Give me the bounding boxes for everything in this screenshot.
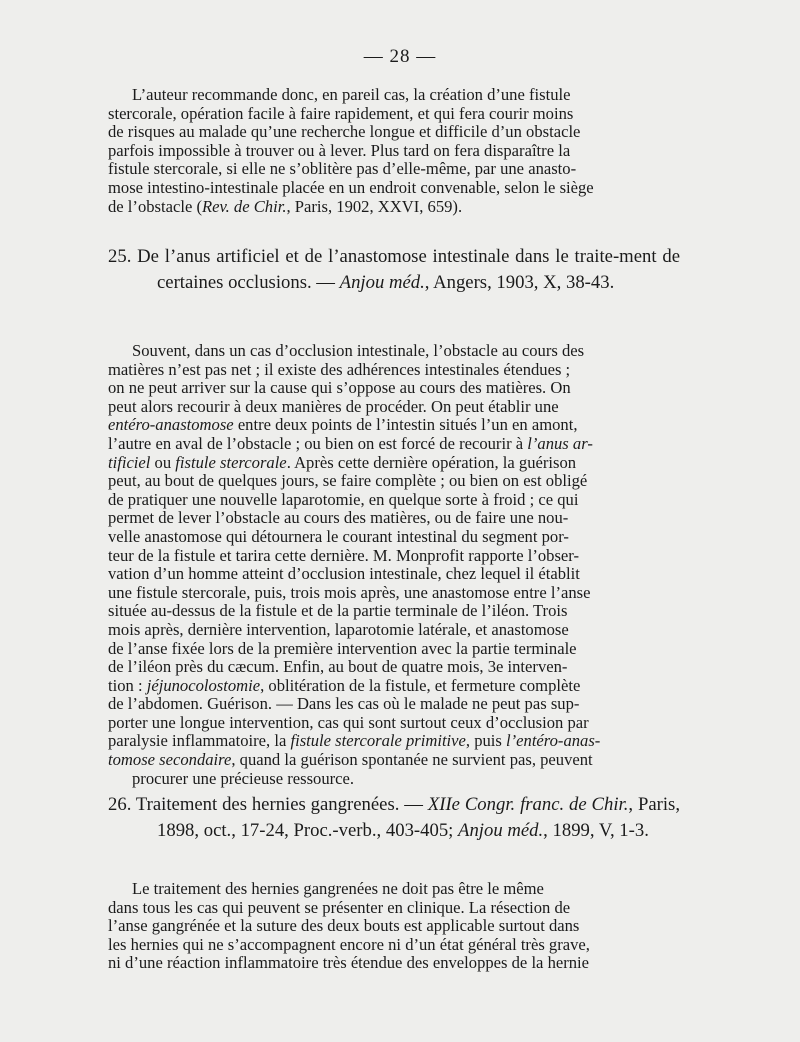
text-line: parfois impossible à trouver ou à lever. Plus tard on fera disparaître la bbox=[108, 140, 571, 160]
text-line: ni d’une réaction inflammatoire très étendue des enveloppes de la hernie bbox=[108, 953, 590, 973]
text-run: ou bbox=[150, 452, 176, 472]
journal-citation: Anjou méd. bbox=[339, 271, 425, 293]
text-run: paralysie inflammatoire, la bbox=[108, 731, 291, 751]
text-line: de l’anse fixée lors de la première intervention avec la partie terminale bbox=[108, 638, 577, 658]
text-line: L’auteur recommande donc, en pareil cas, la création d’une fistule bbox=[132, 85, 571, 104]
text-line: une fistule stercorale, puis, trois mois après, une anastomose entre l’anse bbox=[108, 582, 591, 602]
italic-term: l’entéro-anas- bbox=[506, 731, 601, 751]
text-line: permet de lever l’obstacle au cours des matières, ou de faire une nou- bbox=[108, 508, 569, 528]
text-line: teur de la fistule et tarira cette dernière. M. Monprofit rapporte l’obser- bbox=[108, 545, 580, 565]
text-line: peut, au bout de quelques jours, se faire complète ; ou bien on est obligé bbox=[108, 471, 588, 491]
text-line: de pratiquer une nouvelle laparotomie, en quelque sorte à froid ; ce qui bbox=[108, 489, 579, 509]
entry-title bbox=[108, 244, 680, 295]
italic-term: l’anus ar- bbox=[527, 433, 593, 453]
text-line: mose intestino-intestinale placée en un endroit convenable, selon le siège bbox=[108, 177, 594, 197]
text-line bbox=[108, 677, 680, 696]
entry-25-heading bbox=[108, 244, 680, 295]
journal-citation: Rev. de Chir. bbox=[202, 196, 287, 216]
text-line: Le traitement des hernies gangrenées ne doit pas être le même bbox=[132, 879, 544, 898]
text-line bbox=[108, 198, 680, 217]
italic-term: tomose secondaire bbox=[108, 750, 232, 770]
text-run: . Après cette dernière opération, la guérison bbox=[286, 452, 577, 472]
text-line: Souvent, dans un cas d’occlusion intestinale, l’obstacle au cours des bbox=[132, 341, 585, 360]
page-number: — 28 — bbox=[363, 46, 437, 67]
entry-25-body bbox=[108, 342, 680, 788]
text-line: fistule stercorale, si elle ne s’oblitère pas d’elle-même, par une anasto- bbox=[108, 159, 577, 179]
text-run: , puis bbox=[465, 731, 507, 751]
text-line: stercorale, opération facile à faire rapidement, et qui fera courir moins bbox=[108, 103, 574, 123]
text-line: de risques au malade qu’une recherche longue et difficile d’un obstacle bbox=[108, 122, 581, 142]
italic-term: fistule stercorale primitive bbox=[290, 731, 466, 751]
text-line: vation d’un homme atteint d’occlusion intestinale, chez lequel il établit bbox=[108, 564, 580, 584]
text-line: velle anastomose qui détournera le courant intestinal du segment por- bbox=[108, 526, 569, 546]
text-run: , Angers, 1903, X, 38-43. bbox=[424, 271, 615, 293]
text-run: , Paris, 1902, XXVI, 659). bbox=[286, 196, 463, 216]
entry-26-heading bbox=[108, 792, 680, 843]
journal-citation: XIIe Congr. franc. de Chir. bbox=[427, 794, 629, 815]
text-line: mois après, dernière intervention, laparotomie latérale, et anastomose bbox=[108, 619, 569, 639]
text-run: , quand la guérison spontanée ne survient pas, peuvent bbox=[231, 750, 593, 770]
text-line: l’anse gangrénée et la suture des deux bouts est applicable surtout dans bbox=[108, 916, 580, 936]
text-line: de l’iléon près du cæcum. Enfin, au bout de quatre mois, 3e interven- bbox=[108, 657, 568, 677]
text-line: peut alors recourir à deux manières de procéder. On peut établir une bbox=[108, 396, 559, 416]
text-run: , 1899, V, 1-3. bbox=[543, 819, 649, 841]
text-line bbox=[108, 454, 680, 473]
italic-term: jéjunocolostomie bbox=[146, 675, 261, 695]
text-line: située au-dessus de la fistule et de la partie terminale de l’iléon. Trois bbox=[108, 601, 568, 621]
text-run: , oblitération de la fistule, et fermeture complète bbox=[260, 675, 581, 695]
text-run: de l’obstacle ( bbox=[108, 196, 202, 216]
text-line: on ne peut arriver sur la cause qui s’oppose au cours des matières. On bbox=[108, 378, 571, 398]
text-run: , Paris, 1898, oct., 17-24, Proc.-verb., 403-405; bbox=[157, 794, 681, 841]
text-run: entre deux points de l’intestin situés l’un en amont, bbox=[233, 415, 578, 435]
text-line: de l’abdomen. Guérison. — Dans les cas où le malade ne peut pas sup- bbox=[108, 694, 580, 714]
text-line bbox=[108, 751, 680, 770]
intro-paragraph bbox=[108, 86, 680, 216]
journal-citation: Anjou méd. bbox=[458, 819, 544, 841]
text-run: l’autre en aval de l’obstacle ; ou bien on est forcé de recourir à bbox=[108, 433, 528, 453]
text-line bbox=[108, 732, 680, 751]
text-run: 26. Traitement des hernies gangrenées. — bbox=[108, 794, 428, 815]
entry-title bbox=[108, 792, 680, 843]
italic-term: tificiel bbox=[108, 452, 151, 472]
text-line: les hernies qui ne s’accompagnent encore ni d’un état général très grave, bbox=[108, 934, 590, 954]
italic-term: fistule stercorale bbox=[175, 452, 287, 472]
text-line: porter une longue intervention, cas qui sont surtout ceux d’occlusion par bbox=[108, 712, 589, 732]
text-line bbox=[108, 416, 680, 435]
italic-term: entéro-anastomose bbox=[108, 415, 234, 435]
text-line: dans tous les cas qui peuvent se présenter en clinique. La résection de bbox=[108, 897, 571, 917]
entry-26-body bbox=[108, 880, 680, 973]
text-line: matières n’est pas net ; il existe des adhérences intestinales étendues ; bbox=[108, 359, 571, 379]
text-run: 25. De l’anus artificiel et de l’anastomose intestinale dans le traite-ment de certaines occlusions. — bbox=[108, 246, 680, 293]
text-run: tion : bbox=[108, 675, 147, 695]
text-line bbox=[108, 435, 680, 454]
text-line: procurer une précieuse ressource. bbox=[132, 768, 355, 788]
